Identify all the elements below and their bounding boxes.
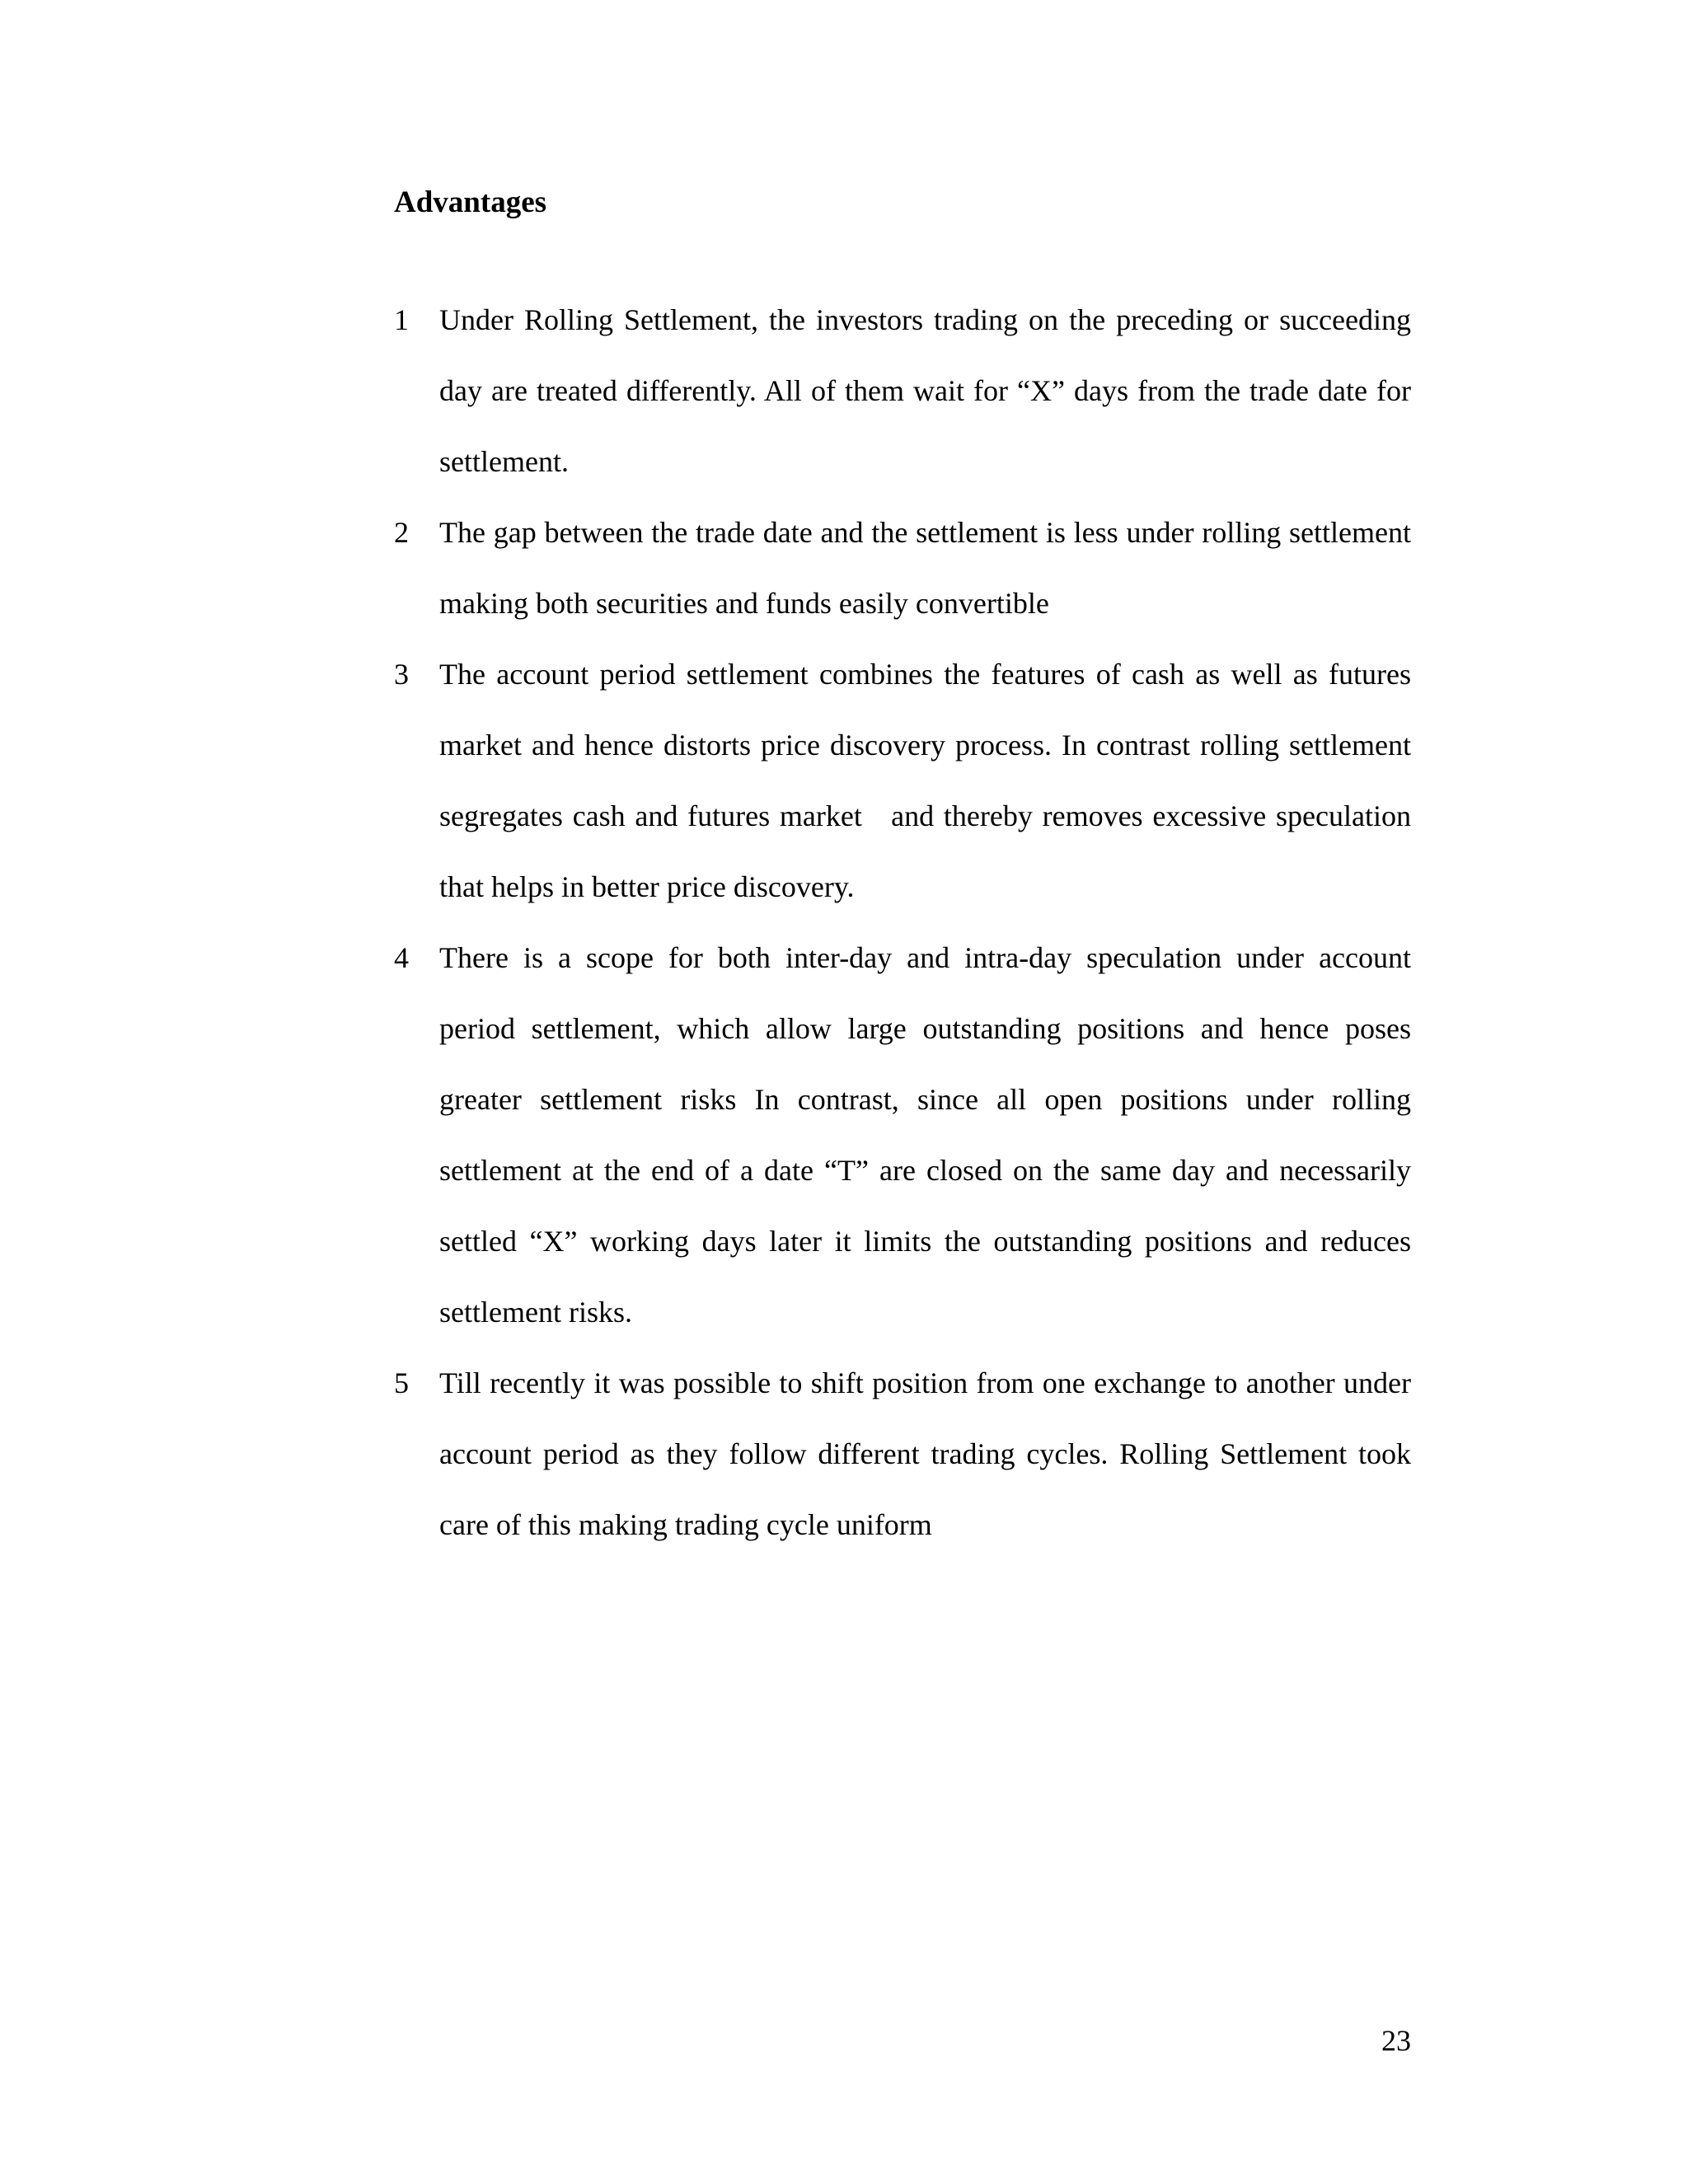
section-heading: Advantages [394,185,547,219]
page-number: 23 [1381,2024,1411,2057]
list-item-number: 2 [394,516,409,549]
list-item-text: The gap between the trade date and the settlement is less under rolling settlement making both securities and funds easily convertible [439,516,1418,620]
list-item-number: 5 [394,1366,409,1399]
list-item [394,639,1418,922]
list-item-text: The account period settlement combines the features of cash as well as futures market and hence distorts price discovery process. In contrast rolling settlement segregates cash and futures market and thereby removes excessive speculation that helps in better price discovery. [439,658,1418,903]
list-item-text: Under Rolling Settlement, the investors trading on the preceding or succeeding day are treated differently. All of them wait for “X” days from the trade date for settlement. [439,303,1418,478]
list-item-number: 1 [394,303,409,336]
advantages-list [394,284,1418,1560]
list-item [394,922,1418,1347]
list-item-number: 3 [394,658,409,691]
list-item [394,497,1418,639]
list-item-number: 4 [394,941,409,974]
list-item [394,284,1418,497]
list-item [394,1347,1418,1560]
list-item-text: There is a scope for both inter-day and intra-day speculation under account period settlement, which allow large outstanding positions and hence poses greater settlement risks In contrast, since all open positions under rolling settlement at the end of a date “T” are closed on the same day and necessarily settled “X” working days later it limits the outstanding positions and reduces settlement risks. [439,941,1418,1329]
list-item-text: Till recently it was possible to shift position from one exchange to another under account period as they follow different trading cycles. Rolling Settlement took care of this making trading cycle uniform [439,1366,1418,1541]
